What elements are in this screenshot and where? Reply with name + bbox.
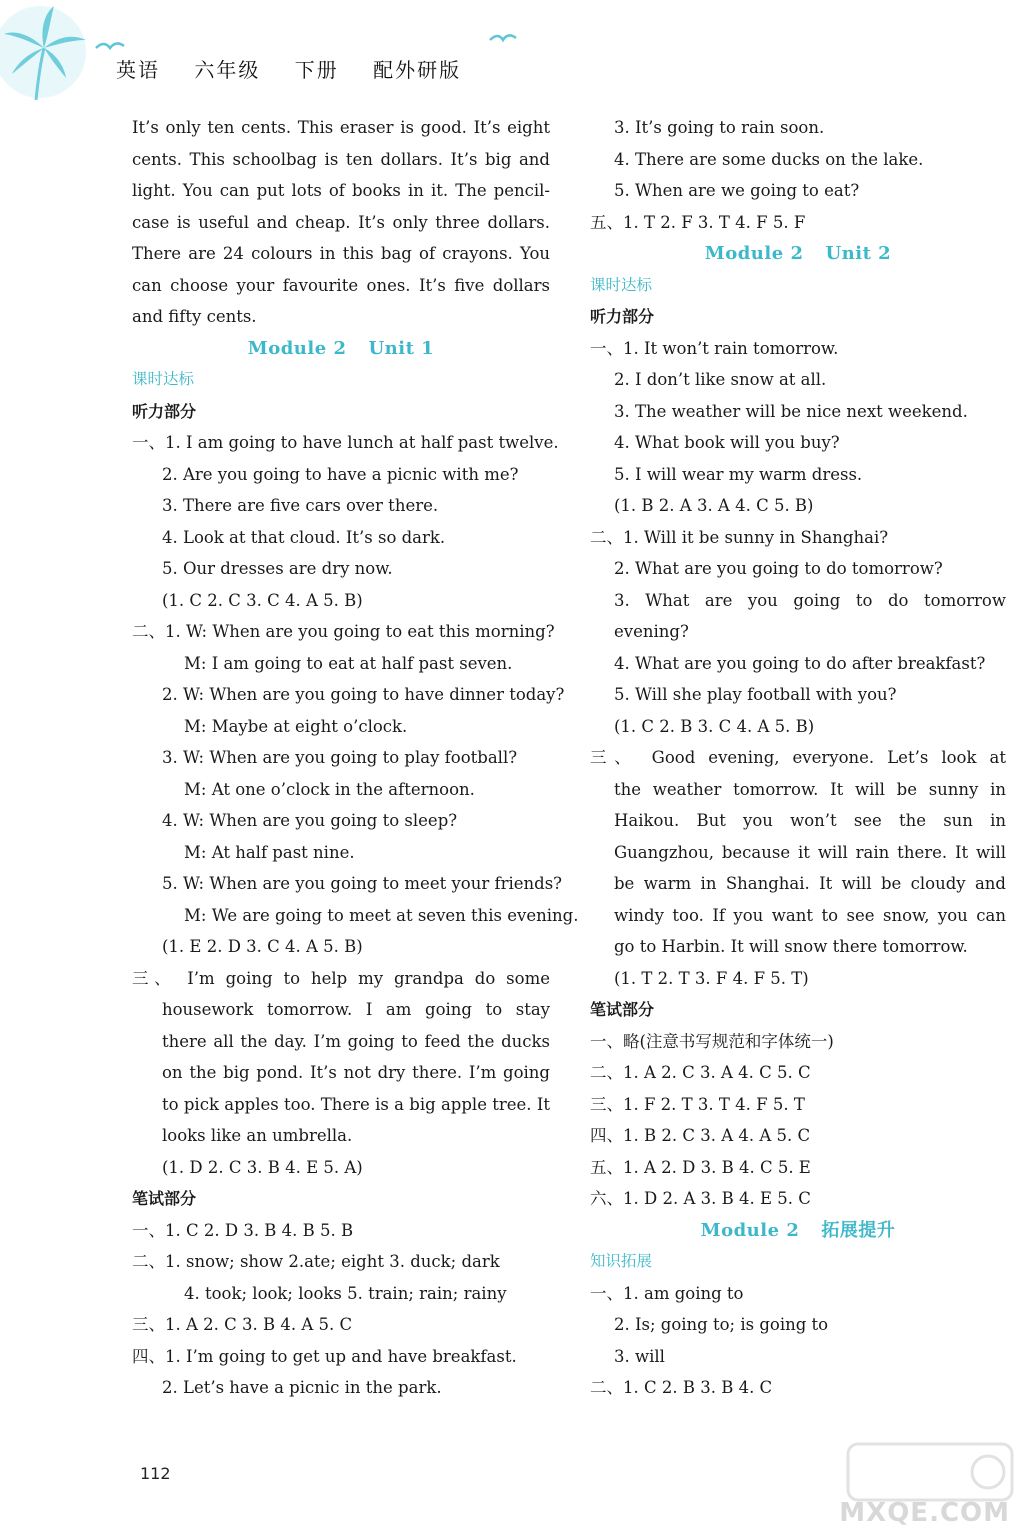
answer-line: 三、1. A 2. C 3. B 4. A 5. C [132,1315,353,1334]
answer-line: M: I am going to eat at half past seven. [184,653,513,673]
answer-line: (1. E 2. D 3. C 4. A 5. B) [162,937,363,956]
answer-line: 4. There are some ducks on the lake. [614,149,924,169]
answer-line: and fifty cents. [132,307,257,326]
header-subject: 英语 [116,58,160,82]
answer-line: cents. This schoolbag is ten dollars. It’s big and [132,149,550,169]
answer-line: 4. Look at that cloud. It’s so dark. [162,527,446,547]
page-header [116,54,487,83]
answer-line: 二、1. A 2. C 3. A 4. C 5. C [590,1063,811,1082]
section-subtitle: 课时达标 [590,275,653,294]
answer-line: the weather tomorrow. It will be sunny in [614,779,1006,799]
module-heading [590,238,1006,270]
answer-line: there all the day. I’m going to feed the ducks [162,1031,550,1051]
answer-line: 五、1. A 2. D 3. B 4. C 5. E [590,1157,811,1177]
answer-line: 5. When are we going to eat? [614,181,860,200]
answer-line: 2. Let’s have a picnic in the park. [162,1378,442,1397]
unit-label: Unit 2 [825,243,892,264]
answer-line: can choose your favourite ones. It’s five dollars [132,275,550,295]
answer-line: 三、 Good evening, everyone. Let’s look at [590,748,1006,767]
module-heading [132,333,550,365]
answer-line: 4. W: When are you going to sleep? [162,811,458,830]
answer-line: There are 24 colours in this bag of crayons. You [132,244,550,263]
answer-line: 六、1. D 2. A 3. B 4. E 5. C [590,1189,811,1208]
answer-line: 3. There are five cars over there. [162,496,439,515]
answer-line: 5. I will wear my warm dress. [614,464,863,484]
answer-line: 五、1. T 2. F 3. T 4. F 5. F [590,212,806,232]
answer-line: 二、1. W: When are you going to eat this morning? [132,622,555,641]
answer-line: case is useful and cheap. It’s only three dollars. [132,212,550,232]
module-heading [590,1215,1006,1247]
answer-line: 5. Our dresses are dry now. [162,559,393,578]
section-heading: 听力部分 [132,401,197,421]
answer-line: 四、1. B 2. C 3. A 4. A 5. C [590,1126,811,1145]
answer-line: go to Harbin. It will snow there tomorrow. [614,937,968,956]
page-number: 112 [140,1464,171,1483]
answer-line: (1. T 2. T 3. F 4. F 5. T) [614,968,809,988]
bird-icon [96,43,124,48]
answer-line: 二、1. snow; show 2.ate; eight 3. duck; dark [132,1252,500,1271]
answer-line: 二、1. C 2. B 3. B 4. C [590,1378,773,1397]
answer-line: 3. W: When are you going to play football? [162,748,518,767]
answer-line: 5. Will she play football with you? [614,685,897,704]
answer-line: 一、1. I am going to have lunch at half past twelve. [132,433,559,452]
answer-line: M: At half past nine. [184,842,355,862]
answer-line: looks like an umbrella. [162,1126,353,1145]
left-column [132,112,579,1404]
answer-line: 2. What are you going to do tomorrow? [614,559,943,578]
answer-line: evening? [614,622,689,641]
section-heading: 听力部分 [590,307,655,326]
unit-label: Unit 1 [368,337,435,359]
module-label: Module 2 [700,1219,800,1241]
section-heading: 笔试部分 [132,1189,197,1208]
bird-icon [488,30,518,50]
answer-line: M: Maybe at eight o’clock. [184,716,408,736]
answer-line: (1. D 2. C 3. B 4. E 5. A) [162,1157,363,1177]
answer-line: 2. I don’t like snow at all. [614,370,827,389]
answer-line: 三、1. F 2. T 3. T 4. F 5. T [590,1094,805,1114]
answer-line: M: We are going to meet at seven this evening. [184,905,579,925]
answer-line: windy too. If you want to see snow, you can [614,905,1006,925]
answer-line: 4. took; look; looks 5. train; rain; rainy [184,1283,507,1303]
answer-line: 二、1. Will it be sunny in Shanghai? [590,527,889,547]
answer-line: 一、1. am going to [590,1283,744,1303]
answer-line: (1. B 2. A 3. A 4. C 5. B) [614,496,814,515]
answer-line: It’s only ten cents. This eraser is good. It’s eight [132,118,550,137]
answer-line: 3. What are you going to do tomorrow [614,590,1006,610]
answer-line: M: At one o’clock in the afternoon. [184,779,475,799]
answer-line: 4. What are you going to do after breakfast? [614,653,986,673]
watermark [839,1438,1018,1532]
answer-line: (1. C 2. B 3. C 4. A 5. B) [614,716,815,736]
section-subtitle: 课时达标 [132,370,195,388]
answer-line: 2. Are you going to have a picnic with me? [162,464,519,484]
answer-line: 3. It’s going to rain soon. [614,118,825,137]
answer-line: 5. W: When are you going to meet your friends? [162,874,563,893]
module-label: Module 2 [704,243,804,264]
answer-line: 3. will [614,1346,665,1366]
answer-line: 4. What book will you buy? [614,433,840,452]
watermark-text: MXQE.COM [839,1498,1010,1528]
answer-line: be warm in Shanghai. It will be cloudy and [614,874,1006,893]
header-grade: 六年级 [194,58,261,82]
answer-line: 一、1. It won’t rain tomorrow. [590,338,839,358]
answer-line: to pick apples too. There is a big apple tree. It [162,1094,550,1114]
right-column [590,112,1006,1404]
module-label: Module 2 [247,337,347,359]
answer-line: Haikou. But you won’t see the sun in [614,811,1006,830]
answer-line: 三、 I’m going to help my grandpa do some [132,968,550,988]
answer-line: 一、略(注意书写规范和字体统一) [590,1031,834,1051]
answer-line: on the big pond. It’s not dry there. I’m going [162,1063,550,1082]
header-volume: 下册 [294,58,339,82]
answer-line: housework tomorrow. I am going to stay [162,1000,550,1019]
answer-line: Guangzhou, because it will rain there. It will [614,842,1006,862]
answer-line: 四、1. I’m going to get up and have breakfast. [132,1346,517,1366]
answer-line: 一、1. C 2. D 3. B 4. B 5. B [132,1220,354,1240]
header-edition: 配外研版 [373,58,462,82]
answer-line: light. You can put lots of books in it. The pencil- [132,181,550,200]
answer-line: 2. Is; going to; is going to [614,1315,829,1334]
answer-line: 3. The weather will be nice next weekend. [614,401,968,421]
unit-label: 拓展提升 [821,1219,896,1241]
section-heading: 笔试部分 [590,1000,655,1019]
answer-line: (1. C 2. C 3. C 4. A 5. B) [162,590,363,610]
section-subtitle: 知识拓展 [590,1252,653,1270]
answer-line: 2. W: When are you going to have dinner today? [162,685,565,704]
